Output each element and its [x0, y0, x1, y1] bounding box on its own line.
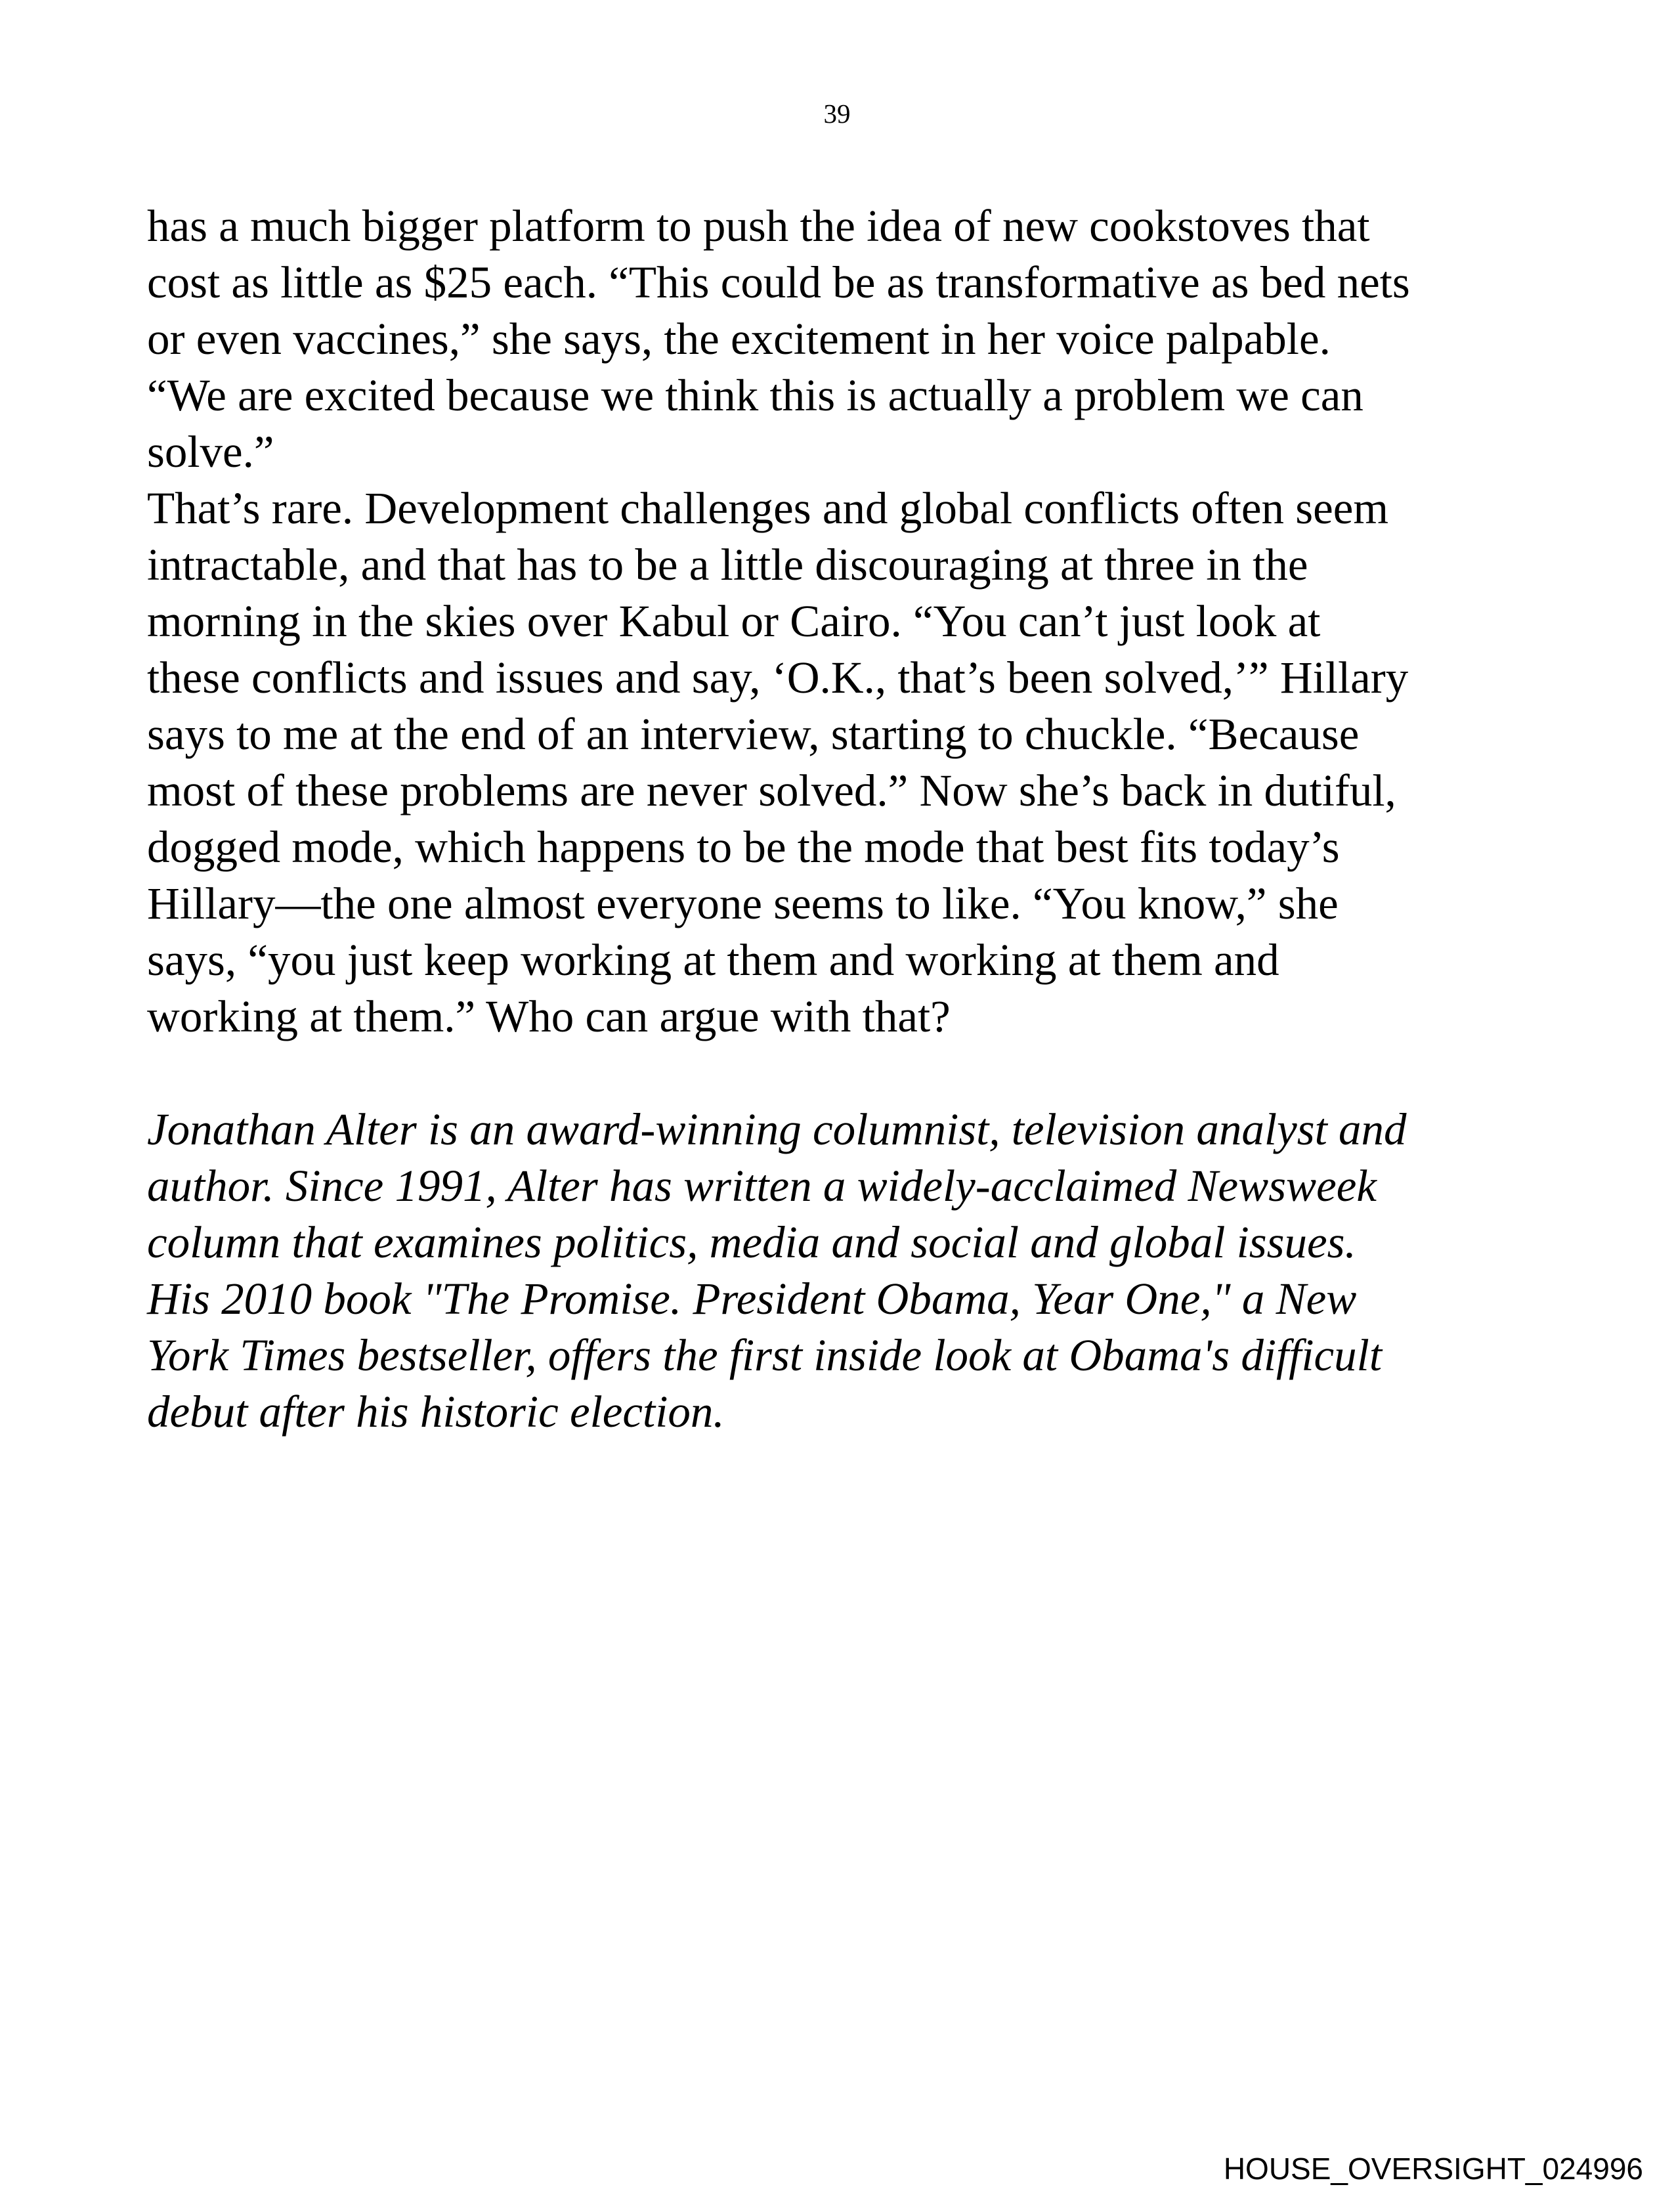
text-line: That’s rare. Development challenges and global conflicts often seem [147, 483, 1389, 533]
text-line: cost as little as $25 each. “This could be as transformative as bed nets [147, 257, 1410, 307]
page-number: 39 [823, 98, 851, 129]
bates-stamp: HOUSE_OVERSIGHT_024996 [1223, 2152, 1643, 2186]
author-bio [147, 1101, 1558, 1440]
text-line: morning in the skies over Kabul or Cairo. “You can’t just look at [147, 596, 1321, 646]
bio-line: column that examines politics, media and social and global issues. [147, 1217, 1356, 1267]
bio-line: Jonathan Alter is an award-winning columnist, television analyst and [147, 1104, 1407, 1154]
bio-line: debut after his historic election. [147, 1387, 725, 1437]
text-line: intractable, and that has to be a little discouraging at three in the [147, 540, 1308, 590]
text-line: most of these problems are never solved.” Now she’s back in dutiful, [147, 766, 1396, 815]
text-line: or even vaccines,” she says, the excitement in her voice palpable. [147, 314, 1331, 364]
text-line: Hillary—the one almost everyone seems to like. “You know,” she [147, 878, 1339, 928]
text-line: these conflicts and issues and say, ‘O.K., that’s been solved,’” Hillary [147, 653, 1409, 703]
paragraph-gap [147, 1045, 1558, 1101]
bio-line: York Times bestseller, offers the first inside look at Obama's difficult [147, 1330, 1382, 1380]
bio-line: author. Since 1991, Alter has written a widely-acclaimed Newsweek [147, 1161, 1377, 1211]
text-line: solve.” [147, 427, 274, 477]
bio-line: His 2010 book "The Promise. President Obama, Year One," a New [147, 1274, 1357, 1324]
text-line: dogged mode, which happens to be the mode that best fits today’s [147, 822, 1340, 872]
text-line: “We are excited because we think this is actually a problem we can [147, 370, 1363, 420]
document-body [147, 198, 1558, 1440]
text-line: has a much bigger platform to push the idea of new cookstoves that [147, 201, 1370, 251]
text-line: working at them.” Who can argue with that? [147, 991, 951, 1041]
article-text [147, 198, 1558, 1045]
text-line: says, “you just keep working at them and working at them and [147, 935, 1279, 985]
text-line: says to me at the end of an interview, starting to chuckle. “Because [147, 709, 1360, 759]
